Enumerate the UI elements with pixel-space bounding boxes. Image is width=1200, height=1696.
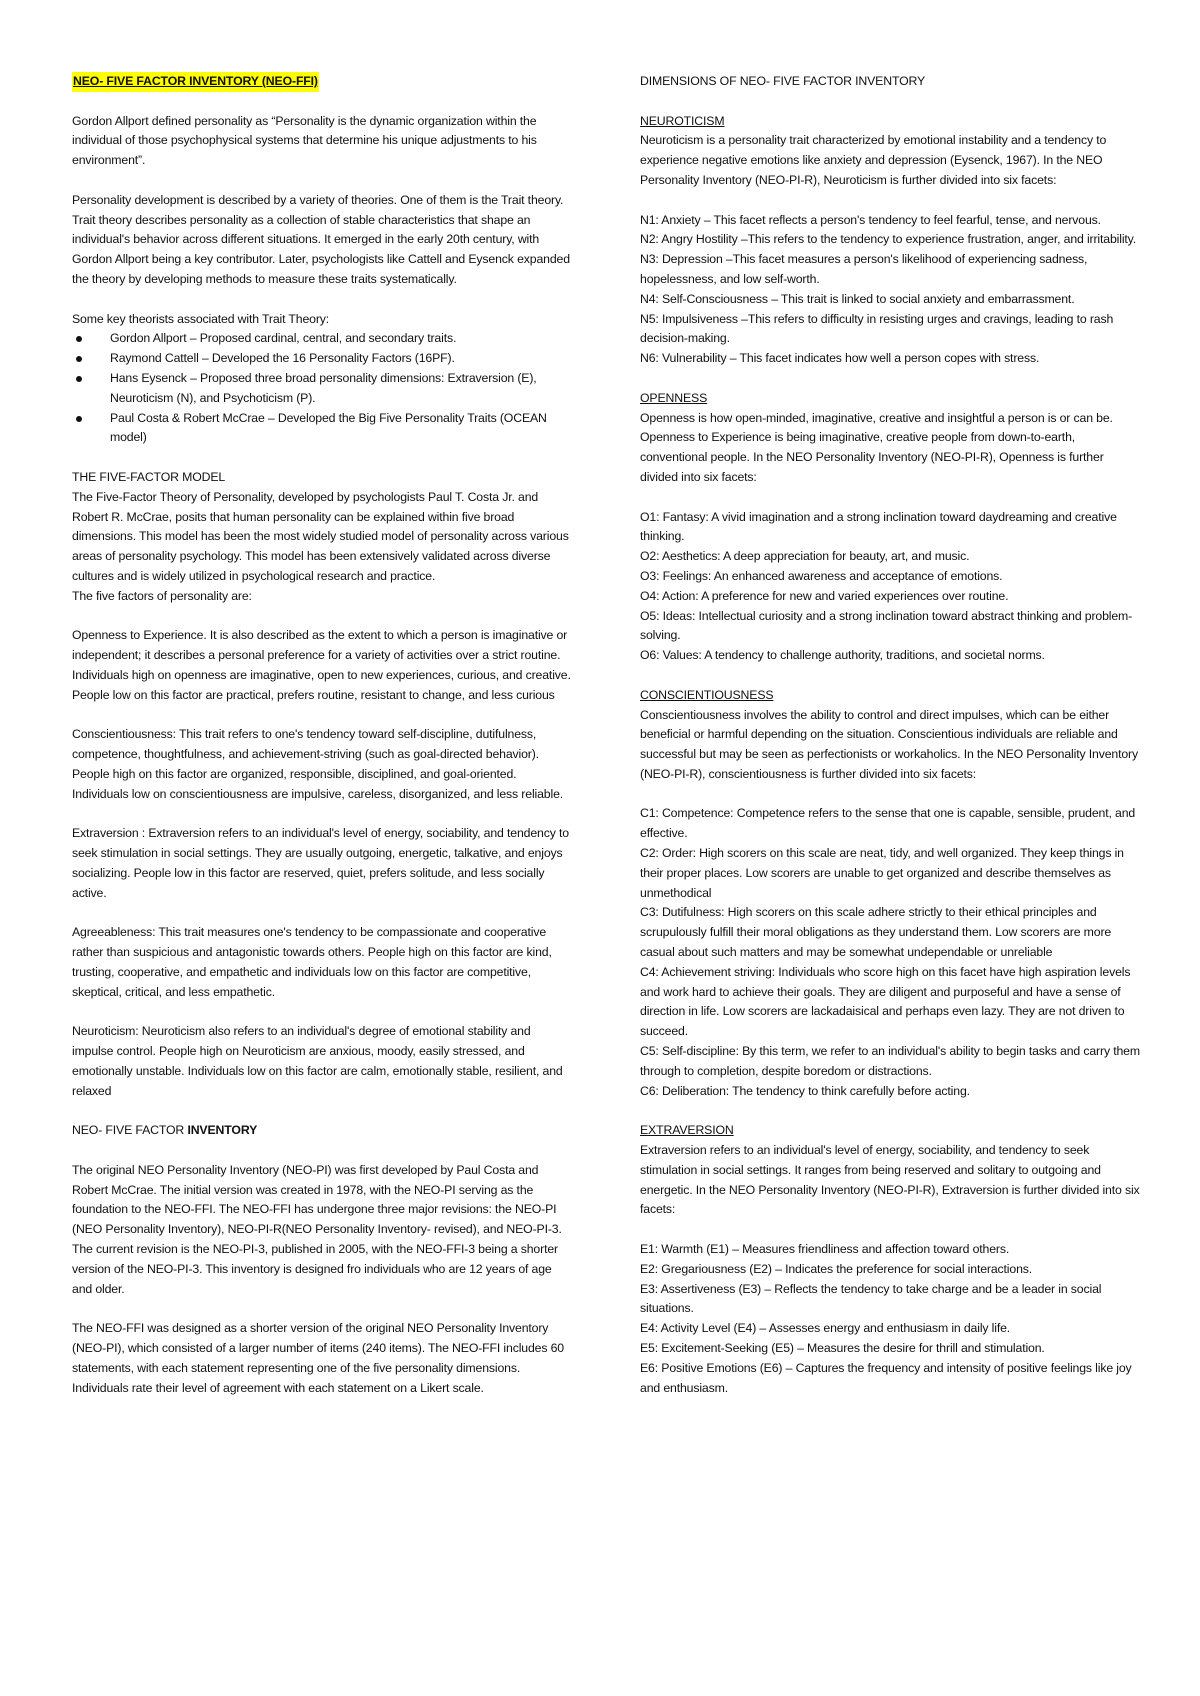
facet-item: O5: Ideas: Intellectual curiosity and a strong inclination toward abstract thinking and problem-solving. — [640, 608, 1133, 643]
allport-definition: Gordon Allport defined personality as “Personality is the dynamic organization within the individual of those psychophysical systems that determine his unique adjustments to his environment”. — [72, 113, 537, 168]
list-item: Gordon Allport – Proposed cardinal, central, and secondary traits. — [110, 329, 572, 349]
facet-item: E3: Assertiveness (E3) – Reflects the tendency to take charge and be a leader in social situations. — [640, 1281, 1102, 1316]
facet-item: N3: Depression –This facet measures a person's likelihood of experiencing sadness, hopelessness, and low self-worth. — [640, 252, 1088, 286]
five-factor-model-text: The Five-Factor Theory of Personality, developed by psychologists Paul T. Costa Jr. and Robert R. McCrae, posits that human personality can be explained within five broad dimensions. This model has been the most widely studied model of personality across various areas of personality psychology. This model has been extensively validated across diverse cultures and is widely utilized in psychological research and practice. — [72, 489, 569, 583]
dimensions-heading — [640, 72, 1140, 92]
openness-paragraph: Openness to Experience. It is also described as the extent to which a person is imaginative or independent; it describes a personal preference for a variety of activities over a strict routine. Individuals high on openness are imaginative, open to new experiences, curious, and creative. People low on this factor are practical, prefers routine, resistant to change, and less curious — [72, 628, 571, 702]
facet-item: C4: Achievement striving: Individuals who score high on this facet have high aspiration levels and work hard to achieve their goals. They are diligent and purposeful and have a sense of direction in life. Low scorers are lackadaisical and perhaps even lazy. They are not driven to succeed. — [640, 964, 1131, 1039]
facet-item: E2: Gregariousness (E2) – Indicates the preference for social interactions. — [640, 1261, 1033, 1276]
theorists-intro: Some key theorists associated with Trait Theory: — [72, 311, 330, 326]
neuroticism-heading: NEUROTICISM — [640, 113, 725, 128]
facet-item: O2: Aesthetics: A deep appreciation for beauty, art, and music. — [640, 549, 970, 564]
neo-ffi-heading-bold: INVENTORY — [187, 1123, 258, 1138]
trait-theory-paragraph: Personality development is described by a variety of theories. One of them is the Trait theory. Trait theory describes personality as a collection of stable characteristics that shape an individual's behavior across different situations. It emerged in the early 20th century, with Gordon Allport being a key contributor. Later, psychologists like Cattell and Eysenck expanded the theory by developing methods to measure these traits systematically. — [72, 192, 570, 286]
facet-item: C5: Self-discipline: By this term, we refer to an individual's ability to begin tasks and carry them through to completion, despite boredom or distractions. — [640, 1044, 1140, 1078]
neo-ffi-heading-prefix: NEO- FIVE FACTOR — [72, 1123, 188, 1138]
facet-item: C3: Dutifulness: High scorers on this scale adhere strictly to their ethical principles and scrupulously fulfill their moral obligations as they understand them. Low scorers are more casual about such matters and may be somewhat undependable or unreliable — [640, 905, 1112, 960]
facet-item: N1: Anxiety – This facet reflects a person's tendency to feel fearful, tense, and nervous. — [640, 212, 1101, 227]
facet-item: O3: Feelings: An enhanced awareness and acceptance of emotions. — [640, 568, 1003, 583]
facet-item: N2: Angry Hostility –This refers to the tendency to experience frustration, anger, and irritability. — [640, 232, 1137, 247]
list-item: Paul Costa & Robert McCrae – Developed the Big Five Personality Traits (OCEAN model) — [110, 409, 572, 449]
facet-item: C2: Order: High scorers on this scale are neat, tidy, and well organized. They keep things in their proper places. Low scorers are unable to get organized and describe themselves as unmethodical — [640, 846, 1124, 900]
right-column — [640, 72, 1140, 1398]
neo-history-paragraph: The original NEO Personality Inventory (NEO-PI) was first developed by Paul Costa and Robert McCrae. The initial version was created in 1978, with the NEO-PI serving as the foundation to the NEO-FFI. The NEO-FFI has undergone three major revisions: the NEO-PI (NEO Personality Inventory), NEO-PI-R(NEO Personality Inventory- revised), and NEO-PI-3. The current revision is the NEO-PI-3, published in 2005, with the NEO-FFI-3 being a shorter version of the NEO-PI-3. This inventory is designed fro individuals who are 12 years of age and older. — [72, 1162, 562, 1296]
facet-item: O4: Action: A preference for new and varied experiences over routine. — [640, 588, 1009, 603]
agreeableness-paragraph: Agreeableness: This trait measures one's tendency to be compassionate and cooperative rather than suspicious and antagonistic towards others. People high on this factor are kind, trusting, cooperative, and empathetic and individuals low on this factor are competitive, skeptical, critical, and less empathetic. — [72, 925, 552, 999]
dimensions-heading-rest: OF NEO- FIVE FACTOR INVENTORY — [716, 74, 926, 88]
document-title: NEO- FIVE FACTOR INVENTORY (NEO-FFI) — [72, 72, 319, 92]
conscientiousness-paragraph: Conscientiousness: This trait refers to one's tendency toward self-discipline, dutifulness, competence, thoughtfulness, and achievement-striving (such as goal-directed behavior). People high on this factor are organized, responsible, disciplined, and goal-oriented. Individuals low on conscientiousness are impulsive, careless, disorganized, and less reliable. — [72, 727, 564, 801]
five-factor-model-heading: THE FIVE-FACTOR MODEL — [72, 469, 226, 484]
facet-item: E6: Positive Emotions (E6) – Captures the frequency and intensity of positive feelings like joy and enthusiasm. — [640, 1360, 1132, 1395]
facet-item: E5: Excitement-Seeking (E5) – Measures the desire for thrill and stimulation. — [640, 1341, 1045, 1355]
facet-item: O1: Fantasy: A vivid imagination and a strong inclination toward daydreaming and creative thinking. — [640, 509, 1117, 544]
neo-ffi-paragraph: The NEO-FFI was designed as a shorter version of the original NEO Personality Inventory (NEO-PI), which consisted of a larger number of items (240 items). The NEO-FFI includes 60 statements, with each statement representing one of the five personality dimensions. Individuals rate their level of agreement with each statement on a Likert scale. — [72, 1321, 564, 1395]
conscientiousness-heading: CONSCIENTIOUSNESS — [640, 687, 774, 702]
facet-item: C1: Competence: Competence refers to the sense that one is capable, sensible, prudent, and effective. — [640, 806, 1136, 841]
facet-item: E1: Warmth (E1) – Measures friendliness and affection toward others. — [640, 1242, 1010, 1257]
facet-item: O6: Values: A tendency to challenge authority, traditions, and societal norms. — [640, 648, 1045, 663]
dimensions-heading-prefix: DIMENSIONS — [640, 74, 717, 88]
conscientiousness-description: Conscientiousness involves the ability to control and direct impulses, which can be either beneficial or harmful depending on the situation. Conscientious individuals are reliable and successful but may be seen as perfectionists or workaholics. In the NEO Personality Inventory (NEO-PI-R), conscientiousness is further divided into six facets: — [640, 707, 1138, 781]
openness-heading: OPENNESS — [640, 390, 708, 405]
facet-item: N6: Vulnerability – This facet indicates how well a person copes with stress. — [640, 351, 1040, 366]
facet-item: N5: Impulsiveness –This refers to difficulty in resisting urges and cravings, leading to rash decision-making. — [640, 311, 1114, 346]
facet-item: E4: Activity Level (E4) – Assesses energy and enthusiasm in daily life. — [640, 1321, 1011, 1336]
facet-item: N4: Self-Consciousness – This trait is linked to social anxiety and embarrassment. — [640, 291, 1075, 306]
neuroticism-description: Neuroticism is a personality trait characterized by emotional instability and a tendency to experience negative emotions like anxiety and depression (Eysenck, 1967). In the NEO Personality Inventory (NEO-PI-R), Neuroticism is further divided into six facets: — [640, 133, 1107, 187]
left-column — [72, 72, 572, 1398]
facet-item: C6: Deliberation: The tendency to think carefully before acting. — [640, 1083, 970, 1098]
theorists-list — [72, 329, 572, 448]
extraversion-heading: EXTRAVERSION — [640, 1123, 734, 1138]
neo-ffi-heading — [72, 1121, 572, 1141]
list-item: Hans Eysenck – Proposed three broad personality dimensions: Extraversion (E), Neuroticism (N), and Psychoticism (P). — [110, 369, 572, 409]
extraversion-description: Extraversion refers to an individual's level of energy, sociability, and tendency to seek stimulation in social settings. It ranges from being reserved and solitary to outgoing and energetic. In the NEO Personality Inventory (NEO-PI-R), Extraversion is further divided into six facets: — [640, 1143, 1140, 1217]
openness-description: Openness is how open-minded, imaginative, creative and insightful a person is or can be. Openness to Experience is being imaginative, creative people from down-to-earth, conventional people. In the NEO Personality Inventory (NEO-PI-R), Openness is further divided into six facets: — [640, 410, 1113, 484]
extraversion-paragraph: Extraversion : Extraversion refers to an individual's level of energy, sociability, and tendency to seek stimulation in social settings. They are usually outgoing, energetic, talkative, and enjoys socializing. People low in this factor are reserved, quiet, prefers solitude, and less socially active. — [72, 826, 569, 900]
list-item: Raymond Cattell – Developed the 16 Personality Factors (16PF). — [110, 349, 572, 369]
neuroticism-paragraph: Neuroticism: Neuroticism also refers to an individual's degree of emotional stability and impulse control. People high on Neuroticism are anxious, moody, easily stressed, and emotionally unstable. Individuals low on this factor are calm, emotionally stable, resilient, and relaxed — [72, 1024, 563, 1098]
five-factors-intro: The five factors of personality are: — [72, 588, 252, 603]
